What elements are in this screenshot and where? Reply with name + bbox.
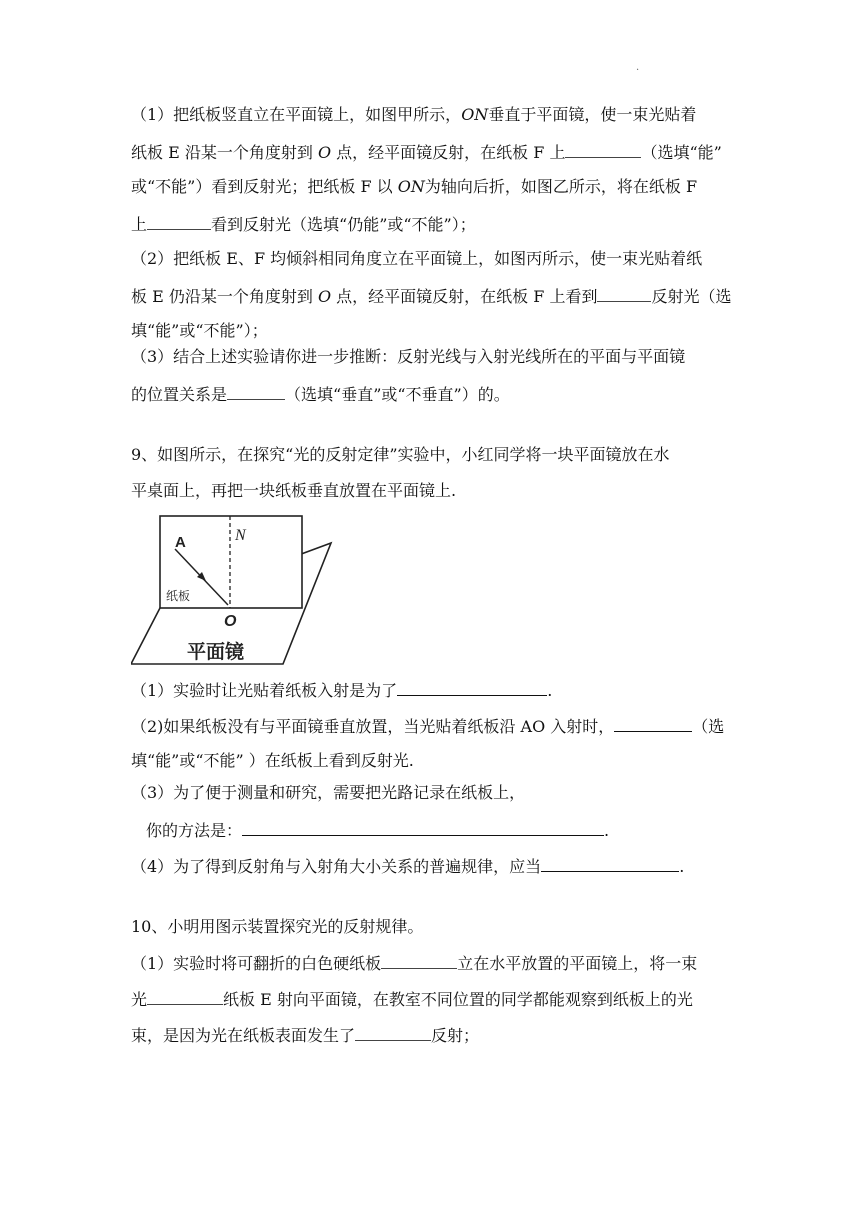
answer-blank[interactable] — [541, 853, 679, 872]
q9-part4: （4）为了得到反射角与入射角大小关系的普遍规律，应当 . — [131, 853, 684, 879]
q10-part1-line3: 束，是因为光在纸板表面发生了 反射； — [131, 1022, 479, 1048]
q9-stem-line2: 平桌面上，再把一块纸板垂直放置在平面镜上. — [131, 481, 457, 500]
label-a: A — [175, 534, 186, 551]
q9-part1: （1）实验时让光贴着纸板入射是为了 . — [131, 677, 552, 703]
answer-blank[interactable] — [242, 817, 604, 836]
mirror-diagram — [131, 510, 336, 670]
q10-part1-line2: 光 纸板 E 射向平面镜，在教室不同位置的同学都能观察到纸板上的光 — [131, 986, 693, 1012]
q9-part3-line1: （3）为了便于测量和研究，需要把光路记录在纸板上， — [131, 783, 526, 802]
q8-part1-line2: 纸板 E 沿某一个角度射到 O 点，经平面镜反射，在纸板 F 上 （选填“能” — [131, 139, 722, 165]
q8-part3-line1: （3）结合上述实验请你进一步推断：反射光线与入射光线所在的平面与平面镜 — [131, 347, 686, 366]
answer-blank[interactable] — [597, 283, 651, 302]
answer-blank[interactable] — [381, 950, 457, 969]
q9-part2-line1: （2)如果纸板没有与平面镜垂直放置，当光贴着纸板沿 AO 入射时， （选 — [131, 713, 724, 739]
label-mirror: 平面镜 — [187, 641, 245, 663]
q8-part2-line2: 板 E 仍沿某一个角度射到 O 点，经平面镜反射，在纸板 F 上看到 反射光（选 — [131, 283, 731, 309]
q8-part3-line2: 的位置关系是 （选填“垂直”或“不垂直”）的。 — [131, 381, 510, 407]
q8-part2-line3: 填“能”或“不能”）； — [131, 321, 268, 340]
label-o: O — [224, 613, 237, 630]
q9-part2-line2: 填“能”或“不能” ）在纸板上看到反射光. — [131, 751, 414, 770]
label-board: 纸板 — [166, 589, 191, 603]
answer-blank[interactable] — [614, 713, 692, 732]
answer-blank[interactable] — [147, 211, 211, 230]
answer-blank[interactable] — [227, 381, 285, 400]
q8-part2-line1: （2）把纸板 E、F 均倾斜相同角度立在平面镜上，如图丙所示，使一束光贴着纸 — [131, 249, 703, 268]
answer-blank[interactable] — [397, 677, 547, 696]
q9-part3-line2: 你的方法是： . — [146, 817, 609, 843]
answer-blank[interactable] — [565, 139, 641, 158]
q10-stem: 10、小明用图示装置探究光的反射规律。 — [131, 917, 424, 936]
answer-blank[interactable] — [147, 986, 223, 1005]
answer-blank[interactable] — [355, 1022, 431, 1041]
q8-part1-line3: 或“不能”）看到反射光；把纸板 F 以 ON为轴向后折，如图乙所示，将在纸板 F — [131, 177, 698, 196]
q10-part1-line1: （1）实验时将可翻折的白色硬纸板 立在水平放置的平面镜上，将一束 — [131, 950, 697, 976]
q8-part1-line4: 上 看到反射光（选填“仍能”或“不能”）； — [131, 211, 476, 237]
label-n: N — [235, 527, 246, 544]
corner-mark: . — [636, 62, 640, 73]
q8-part1-line1: （1）把纸板竖直立在平面镜上，如图甲所示，ON垂直于平面镜，使一束光贴着 — [131, 105, 697, 124]
q9-stem-line1: 9、如图所示，在探究“光的反射定律”实验中，小红同学将一块平面镜放在水 — [131, 445, 670, 464]
